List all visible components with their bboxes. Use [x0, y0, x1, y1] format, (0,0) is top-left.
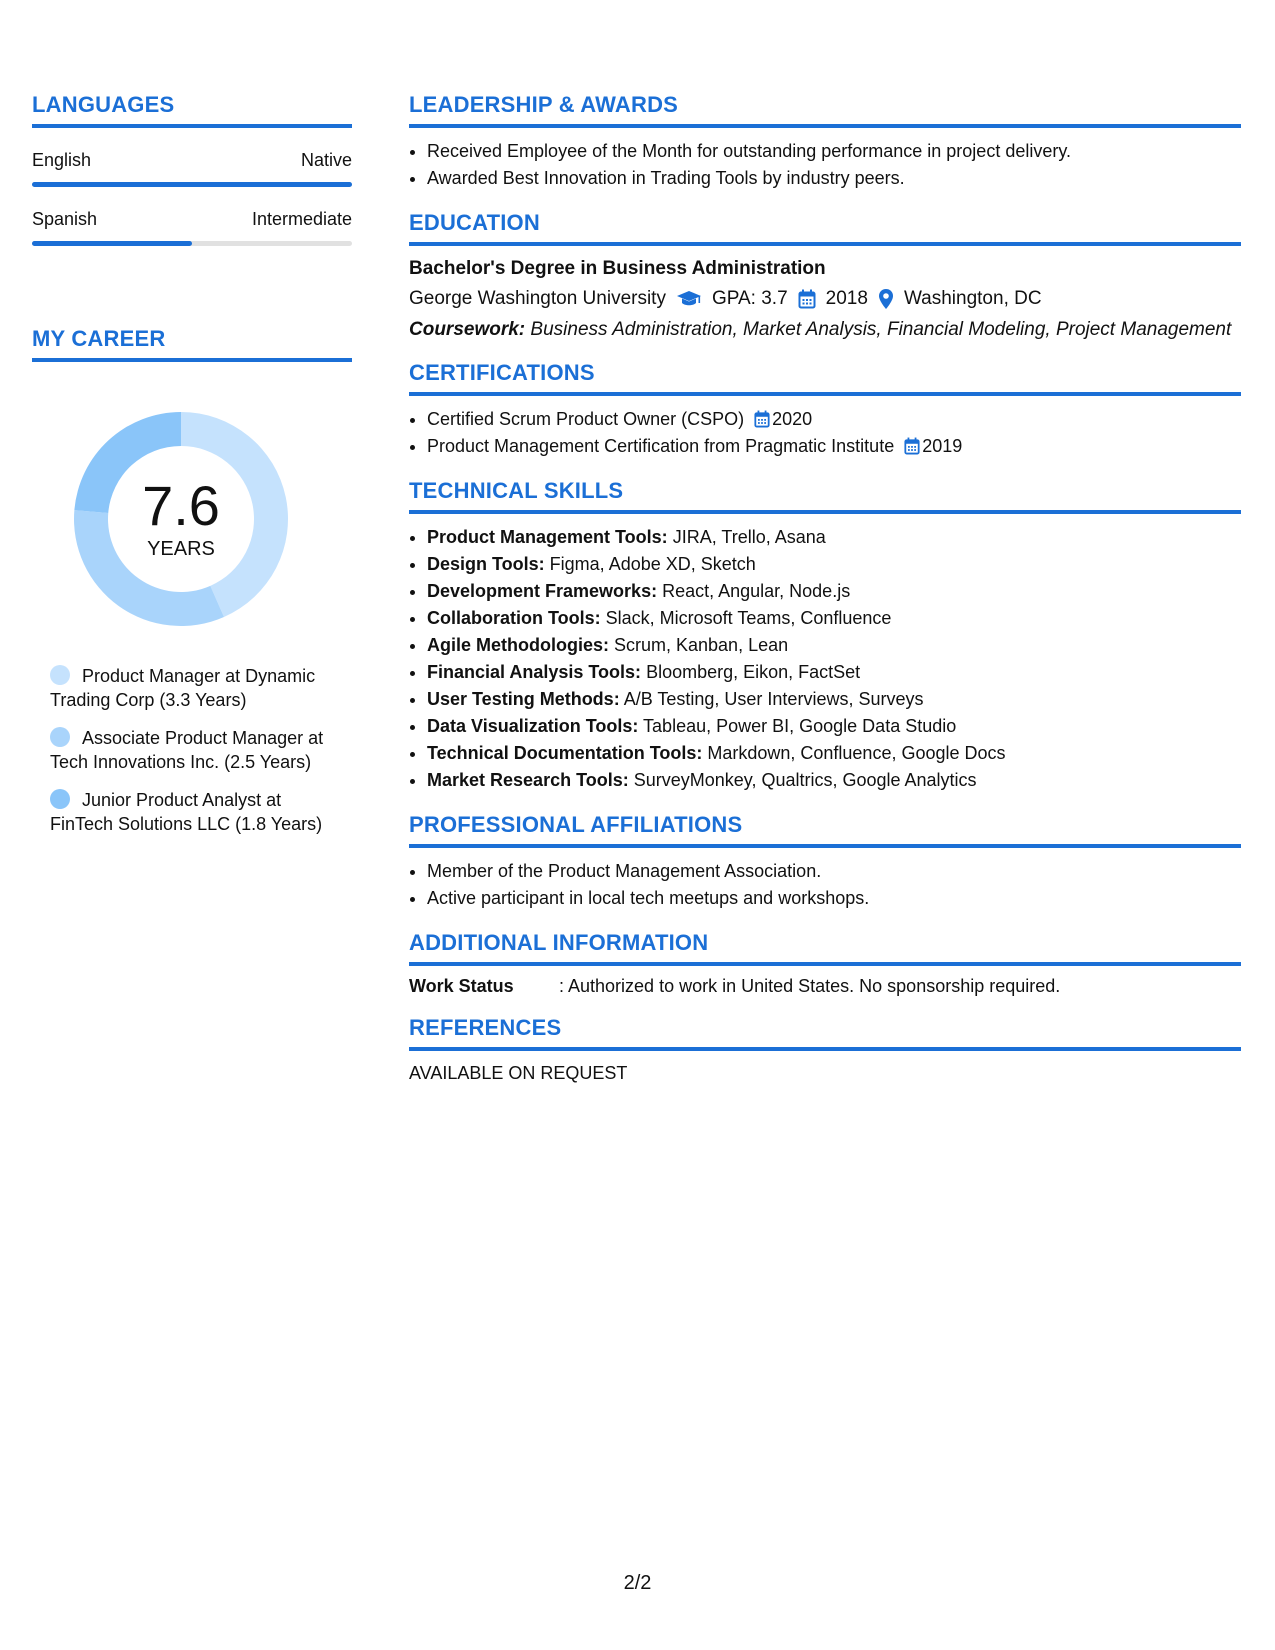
list-item [427, 578, 1241, 605]
language-item [32, 150, 352, 187]
list-item [427, 605, 1241, 632]
affiliations-section [409, 812, 1241, 912]
leadership-list [409, 138, 1241, 192]
work-status-row [409, 976, 1241, 997]
skill-value: JIRA, Trello, Asana [667, 527, 826, 547]
career-legend-item [50, 664, 325, 712]
skills-list [409, 524, 1241, 794]
coursework [409, 318, 1241, 342]
list-item [427, 433, 1241, 460]
skill-label: Market Research Tools: [427, 770, 629, 790]
calendar-icon [754, 410, 770, 428]
language-name: English [32, 150, 92, 170]
list-item [427, 767, 1241, 794]
list-item [427, 740, 1241, 767]
skill-label: User Testing Methods: [427, 689, 620, 709]
language-bar-fill [32, 241, 192, 246]
language-item [32, 209, 352, 246]
certifications-list [409, 406, 1241, 460]
skill-value: A/B Testing, User Interviews, Surveys [619, 689, 924, 709]
school-name: George Washington University [409, 288, 666, 309]
list-item [427, 524, 1241, 551]
work-status-label: Work Status [409, 976, 514, 996]
calendar-icon [904, 437, 920, 455]
certification-name: Certified Scrum Product Owner (CSPO) [427, 409, 745, 429]
gpa: GPA: 3.7 [711, 288, 788, 309]
career-donut-chart [66, 404, 296, 634]
skill-label: Technical Documentation Tools: [427, 743, 703, 763]
list-item: • Member of the Product Management Association. [427, 858, 1241, 885]
education-title: EDUCATION [409, 210, 1241, 246]
coursework-text: Business Administration, Market Analysis, Financial Modeling, Project Management [525, 319, 1232, 340]
skill-value: React, Angular, Node.js [657, 581, 851, 601]
skill-label: Agile Methodologies: [427, 635, 609, 655]
left-column [32, 92, 352, 850]
skill-label: Development Frameworks: [427, 581, 658, 601]
skill-value: Bloomberg, Eikon, FactSet [641, 662, 861, 682]
skill-value: Scrum, Kanban, Lean [609, 635, 789, 655]
language-name: Spanish [32, 209, 98, 229]
legend-dot [50, 727, 70, 747]
language-level: Native [300, 150, 352, 170]
page-number: 2/2 [623, 1572, 652, 1594]
skill-value: Figma, Adobe XD, Sketch [544, 554, 756, 574]
education-section [409, 210, 1241, 342]
references-text: AVAILABLE ON REQUEST [409, 1063, 628, 1083]
skill-value: SurveyMonkey, Qualtrics, Google Analytics [628, 770, 977, 790]
education-details [409, 288, 1241, 310]
certifications-title: CERTIFICATIONS [409, 360, 1241, 396]
skill-label: Product Management Tools: [427, 527, 668, 547]
skill-label: Financial Analysis Tools: [427, 662, 642, 682]
total-years-value: 7.6 [142, 473, 220, 537]
additional-title: ADDITIONAL INFORMATION [409, 930, 1241, 966]
skills-title: TECHNICAL SKILLS [409, 478, 1241, 514]
list-item [427, 659, 1241, 686]
list-item: • Awarded Best Innovation in Trading Tools by industry peers. [427, 165, 1241, 192]
skill-label: Collaboration Tools: [427, 608, 601, 628]
certifications-section [409, 360, 1241, 460]
list-item: • Received Employee of the Month for outstanding performance in project delivery. [427, 138, 1241, 165]
career-title: MY CAREER [32, 326, 352, 362]
total-years-unit: YEARS [147, 537, 215, 560]
list-item [427, 551, 1241, 578]
career-legend-label: Product Manager at Dynamic Trading Corp (3.3 Years) [50, 666, 316, 710]
legend-dot [50, 665, 70, 685]
additional-section [409, 930, 1241, 997]
certification-year: 2019 [922, 436, 963, 456]
leadership-section [409, 92, 1241, 192]
certification-name: Product Management Certification from Pragmatic Institute [427, 436, 895, 456]
graduation-cap-icon [676, 290, 702, 308]
skill-value: Tableau, Power BI, Google Data Studio [638, 716, 957, 736]
affiliations-title: PROFESSIONAL AFFILIATIONS [409, 812, 1241, 848]
references-section [409, 1015, 1241, 1084]
education-location: Washington, DC [903, 288, 1042, 309]
skills-section [409, 478, 1241, 794]
career-legend-label: Associate Product Manager at Tech Innovations Inc. (2.5 Years) [50, 728, 324, 772]
languages-title: LANGUAGES [32, 92, 352, 128]
skill-label: Design Tools: [427, 554, 545, 574]
leadership-title: LEADERSHIP & AWARDS [409, 92, 1241, 128]
skill-value: Markdown, Confluence, Google Docs [702, 743, 1006, 763]
skill-label: Data Visualization Tools: [427, 716, 639, 736]
language-bar-fill [32, 182, 352, 187]
list-item: • Active participant in local tech meetups and workshops. [427, 885, 1241, 912]
list-item [427, 686, 1241, 713]
certification-year: 2020 [772, 409, 813, 429]
language-bar [32, 182, 352, 187]
coursework-label: Coursework: [409, 319, 526, 340]
list-item [427, 406, 1241, 433]
right-column [409, 92, 1241, 1102]
skill-value: Slack, Microsoft Teams, Confluence [600, 608, 892, 628]
work-status-value: : Authorized to work in United States. No sponsorship required. [559, 976, 1061, 996]
list-item [427, 632, 1241, 659]
language-level: Intermediate [251, 209, 352, 229]
career-legend-label: Junior Product Analyst at FinTech Solutions LLC (1.8 Years) [50, 790, 323, 834]
references-title: REFERENCES [409, 1015, 1241, 1051]
languages-section [32, 92, 352, 246]
career-legend [50, 664, 325, 836]
location-pin-icon [878, 288, 894, 310]
career-section [32, 326, 352, 836]
degree: Bachelor's Degree in Business Administration [409, 258, 826, 279]
language-bar [32, 241, 352, 246]
career-legend-item [50, 788, 325, 836]
career-legend-item [50, 726, 325, 774]
legend-dot [50, 789, 70, 809]
list-item [427, 713, 1241, 740]
donut-center [66, 404, 296, 634]
calendar-icon [798, 289, 816, 309]
graduation-year: 2018 [825, 288, 868, 309]
affiliations-list [409, 858, 1241, 912]
